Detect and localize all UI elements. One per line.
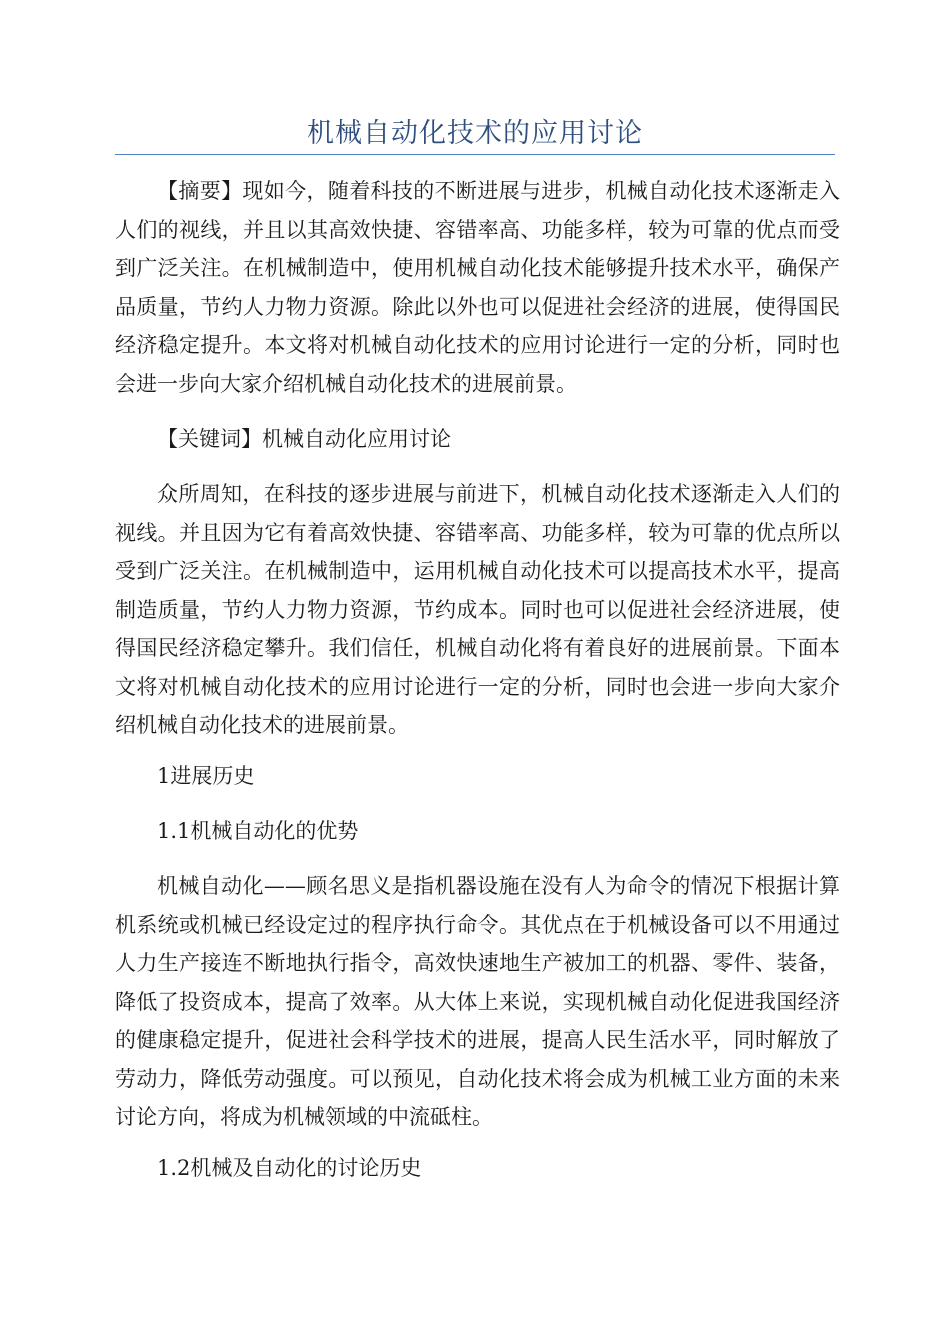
section-1-1-heading: 1.1机械自动化的优势 [157, 819, 359, 843]
title-underline [115, 154, 835, 155]
keywords-line: 【关键词】机械自动化应用讨论 [157, 427, 451, 451]
intro-paragraph: 众所周知，在科技的逐步进展与前进下，机械自动化技术逐渐走入人们的视线。并且因为它有着高效快捷、容错率高、功能多样，较为可靠的优点所以受到广泛关注。在机械制造中，运用机械自动化技术可以提高技术水平，提高制造质量，节约人力物力资源，节约成本。同时也可以促进社会经济进展，使得国民经济稳定攀升。我们信任，机械自动化将有着良好的进展前景。下面本文将对机械自动化技术的应用讨论进行一定的分析，同时也会进一步向大家介绍机械自动化技术的进展前景。 [115, 482, 840, 737]
section-1-1-paragraph: 机械自动化——顾名思义是指机器设施在没有人为命令的情况下根据计算机系统或机械已经设定过的程序执行命令。其优点在于机械设备可以不用通过人力生产接连不断地执行指令，高效快速地生产被加工的机器、零件、装备，降低了投资成本，提高了效率。从大体上来说，实现机械自动化促进我国经济的健康稳定提升，促进社会科学技术的进展，提高人民生活水平，同时解放了劳动力，降低劳动强度。可以预见，自动化技术将会成为机械工业方面的未来讨论方向，将成为机械领域的中流砥柱。 [115, 874, 840, 1129]
section-1-2-heading: 1.2机械及自动化的讨论历史 [157, 1156, 422, 1180]
section-1-heading: 1进展历史 [157, 764, 255, 788]
document-title: 机械自动化技术的应用讨论 [307, 118, 643, 149]
abstract-paragraph: 【摘要】现如今，随着科技的不断进展与进步，机械自动化技术逐渐走入人们的视线，并且以其高效快捷、容错率高、功能多样，较为可靠的优点而受到广泛关注。在机械制造中，使用机械自动化技术能够提升技术水平，确保产品质量，节约人力物力资源。除此以外也可以促进社会经济的进展，使得国民经济稳定提升。本文将对机械自动化技术的应用讨论进行一定的分析，同时也会进一步向大家介绍机械自动化技术的进展前景。 [115, 179, 840, 396]
